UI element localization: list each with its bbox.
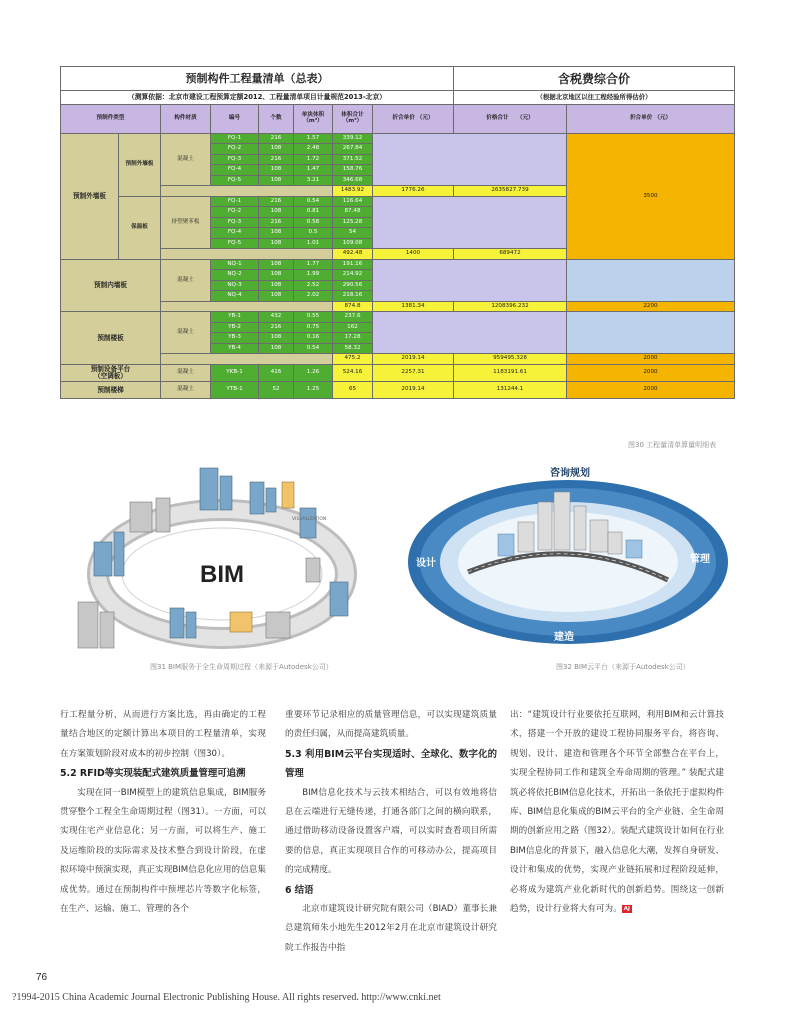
combined-unit-price: 2000 xyxy=(567,381,735,398)
category-floor-slab: 预制楼板 xyxy=(61,312,161,365)
table-cell: FQ-5 xyxy=(211,175,259,186)
paragraph: 实现在同一BIM模型上的建筑信息集成，BIM服务贯穿整个工程全生命周期过程（图31）。一方面，可以实现住宅产业信息化；另一方面，可以将生产、施工及运维阶段的实际需求及技术整合到设计阶段，在虚拟环境中预演实现，真正实现BIM信息化应用的信息集成优势。通过在预制构件中预埋芯片等数字化标签，在生产、运输、施工、管理的各个 xyxy=(60,787,266,915)
subtotal-cell: 874.8 xyxy=(333,301,373,312)
table-cell: 162 xyxy=(333,322,373,333)
table-cell: FQ-5 xyxy=(211,238,259,249)
table-cell: NQ-4 xyxy=(211,291,259,302)
table-cell: 0.54 xyxy=(294,196,333,207)
column-header: 预制件类型 xyxy=(61,105,161,134)
table-cell: 0.54 xyxy=(294,343,333,354)
table-cell: YB-4 xyxy=(211,343,259,354)
table-title: 预制构件工程量清单（总表） xyxy=(61,67,454,91)
combined-unit-price: 2000 xyxy=(567,364,735,381)
table-cell: 116.64 xyxy=(333,196,373,207)
table-cell: 0.5 xyxy=(294,228,333,239)
combined-unit-price: 2200 xyxy=(567,301,735,312)
table-cell: 108 xyxy=(259,343,294,354)
table-cell: 216 xyxy=(259,196,294,207)
table-cell: 1.25 xyxy=(294,381,333,398)
table-cell: 371.52 xyxy=(333,154,373,165)
paragraph-text: 出：“建筑设计行业要依托互联网，利用BIM和云计算技术，搭建一个开放的建设工程协同服务平台，将咨询、规划、设计、建造和管理各个环节全部整合在平台上，实现全程协同工作和建筑全寿命周期的管理。” 装配式建筑必将依托BIM信息化技术，开拓出一条依托于虚拟构件库、BIM信息化集成的BIM云平台的全产业链、全生命周期的创新应用之路（图32）。装配式建筑设计如何在行业BIM信息化的背景下，融入信息化大潮，发挥自身研发、设计和集成的优势，实现产业链拓展和过程阶段延伸，必将成为建筑产业化新时代的创新趋势。围绕这一创新趋势，设计行业将大有可为。 xyxy=(510,710,724,915)
subtotal-cell: 959495.328 xyxy=(454,354,567,365)
material-cell: 混凝土 xyxy=(161,312,211,354)
table-cell: 108 xyxy=(259,207,294,218)
table-cell: 109.08 xyxy=(333,238,373,249)
table-basis-note: （测算依据：北京市建设工程预算定额2012、工程量清单项目计量规范2013-北京） xyxy=(61,91,454,105)
section-heading-6: 6 结语 xyxy=(285,884,314,896)
text-column-2 xyxy=(285,706,497,958)
table-cell: NQ-2 xyxy=(211,270,259,281)
quantity-table-figure xyxy=(60,66,734,454)
text-column-3 xyxy=(510,706,724,919)
table-row xyxy=(61,91,735,105)
table-cell: FQ-2 xyxy=(211,144,259,155)
table-cell: 158.76 xyxy=(333,165,373,176)
empty-cell xyxy=(161,249,333,260)
empty-cell xyxy=(373,196,567,249)
table-cell: 0.55 xyxy=(294,312,333,323)
subtotal-cell: 1400 xyxy=(373,249,454,260)
table-row xyxy=(61,259,735,270)
table-cell: 17.28 xyxy=(333,333,373,344)
table-cell: 191.16 xyxy=(333,259,373,270)
table-cell: 267.84 xyxy=(333,144,373,155)
empty-cell xyxy=(161,354,333,365)
table-cell: 2.52 xyxy=(294,280,333,291)
table-cell: 218.16 xyxy=(333,291,373,302)
table-cell: 1.47 xyxy=(294,165,333,176)
table-cell: 216 xyxy=(259,322,294,333)
paragraph xyxy=(510,706,724,919)
subtotal-cell: 1776.26 xyxy=(373,186,454,197)
subtotal-cell: 475.2 xyxy=(333,354,373,365)
material-cell: 混凝土 xyxy=(161,364,211,381)
material-cell: 挤塑聚苯板 xyxy=(161,196,211,249)
subtotal-cell: 1208396.232 xyxy=(454,301,567,312)
table-cell: 1.26 xyxy=(294,364,333,381)
table-cell: FQ-2 xyxy=(211,207,259,218)
table-cell: FQ-4 xyxy=(211,165,259,176)
empty-cell xyxy=(567,312,735,354)
caption-fig30: 图30 工程量清单算量明细表 xyxy=(628,441,717,449)
paragraph: 行工程量分析，从而进行方案比选，再由确定的工程量结合地区的定额计算出本项目的工程量清单，实现在方案策划阶段对成本的初步控制（图30）。 xyxy=(60,710,266,759)
table-cell: 108 xyxy=(259,228,294,239)
table-cell: 237.6 xyxy=(333,312,373,323)
end-mark-logo: AJ xyxy=(623,905,630,912)
category-exterior-wall: 预制外墙板 xyxy=(61,133,119,259)
subtotal-cell: 524.16 xyxy=(333,364,373,381)
caption-fig32: 图32 BIM云平台（来源于Autodesk公司） xyxy=(556,663,690,671)
subtotal-cell: 689472 xyxy=(454,249,567,260)
category-equipment-platform: 预制设备平台 （空调板） xyxy=(61,364,161,381)
empty-cell: 3500 xyxy=(567,133,735,259)
table-cell: 416 xyxy=(259,364,294,381)
table-cell: 52 xyxy=(259,381,294,398)
table-cell: 432 xyxy=(259,312,294,323)
table-cell: 87.48 xyxy=(333,207,373,218)
cloud-label-construction: 建造 xyxy=(554,632,574,643)
table-row xyxy=(61,301,735,312)
table-basis-note-2: （根据北京地区以往工程经验所得估价） xyxy=(454,91,735,105)
paragraph: BIM信息化技术与云技术相结合，可以有效地将信息在云端进行无缝传递，打通各部门之间的横向联系，通过借助移动设备设置客户端，可以实时查看项目所需要的信息，真正实现项目合作的可移动办公，提高项目的完成精度。 xyxy=(285,787,497,876)
table-cell: 1.77 xyxy=(294,259,333,270)
column-header: 单块体积 （m³） xyxy=(294,105,333,134)
table-cell: 1.01 xyxy=(294,238,333,249)
subtotal-cell: 2019.14 xyxy=(373,354,454,365)
combined-unit-price: 2000 xyxy=(567,354,735,365)
cloud-label-design: 设计 xyxy=(416,558,436,569)
subtotal-cell: 2635827.739 xyxy=(454,186,567,197)
cloud-label-management: 管理 xyxy=(690,554,710,565)
section-heading-5-2: 5.2 RFID等实现装配式建筑质量管理可追溯 xyxy=(60,768,246,780)
subcategory-exterior-wall: 预制外墙板 xyxy=(119,133,161,196)
table-cell: FQ-1 xyxy=(211,196,259,207)
empty-cell xyxy=(161,301,333,312)
subtotal-cell: 1183191.61 xyxy=(454,364,567,381)
table-title-2: 含税费综合价 xyxy=(454,67,735,91)
table-cell: 339.12 xyxy=(333,133,373,144)
empty-cell xyxy=(567,259,735,301)
subtotal-cell: 2257.31 xyxy=(373,364,454,381)
table-row xyxy=(61,381,735,398)
empty-cell xyxy=(161,186,333,197)
table-row xyxy=(61,364,735,381)
table-cell: 108 xyxy=(259,175,294,186)
table-cell: YB-3 xyxy=(211,333,259,344)
table-cell: 54 xyxy=(333,228,373,239)
quantity-table xyxy=(60,66,735,399)
table-cell: 290.56 xyxy=(333,280,373,291)
table-row xyxy=(61,67,735,91)
table-cell: 108 xyxy=(259,165,294,176)
table-cell: 1.99 xyxy=(294,270,333,281)
table-cell: 108 xyxy=(259,238,294,249)
cloud-label-consulting: 咨询规划 xyxy=(550,468,590,479)
table-cell: 1.57 xyxy=(294,133,333,144)
table-row xyxy=(61,105,735,134)
text-column-1 xyxy=(60,706,266,919)
column-header: 折合单价 （元） xyxy=(373,105,454,134)
table-row xyxy=(61,133,735,144)
subtotal-cell: 1381.34 xyxy=(373,301,454,312)
table-cell: 1.72 xyxy=(294,154,333,165)
paragraph: 北京市建筑设计研究院有限公司（BIAD）董事长兼总建筑师朱小地先生2012年2月在北京市建筑设计研究院工作报告中指 xyxy=(285,904,497,953)
table-cell: NQ-3 xyxy=(211,280,259,291)
subtotal-cell: 492.48 xyxy=(333,249,373,260)
bim-center-label: BIM xyxy=(200,561,244,588)
table-cell: 58.32 xyxy=(333,343,373,354)
ring-label: VISUALIZATION xyxy=(292,517,327,522)
table-cell: 216 xyxy=(259,217,294,228)
bim-lifecycle-graphic xyxy=(70,462,382,662)
column-header: 编号 xyxy=(211,105,259,134)
table-cell: 108 xyxy=(259,144,294,155)
table-cell: FQ-3 xyxy=(211,154,259,165)
subtotal-cell: 65 xyxy=(333,381,373,398)
table-cell: 3.21 xyxy=(294,175,333,186)
subtotal-cell: 2019.14 xyxy=(373,381,454,398)
table-cell: 346.68 xyxy=(333,175,373,186)
column-header: 个数 xyxy=(259,105,294,134)
table-cell: 125.28 xyxy=(333,217,373,228)
table-cell: 108 xyxy=(259,291,294,302)
table-cell: 108 xyxy=(259,270,294,281)
table-cell: 2.02 xyxy=(294,291,333,302)
table-cell: 214.92 xyxy=(333,270,373,281)
table-row xyxy=(61,312,735,323)
table-cell: 0.16 xyxy=(294,333,333,344)
material-cell: 混凝土 xyxy=(161,381,211,398)
empty-cell xyxy=(373,312,567,354)
section-heading-5-3: 5.3 利用BIM云平台实现适时、全球化、数字化的管理 xyxy=(285,748,497,780)
table-cell: YB-2 xyxy=(211,322,259,333)
table-cell: YKB-1 xyxy=(211,364,259,381)
table-cell: 108 xyxy=(259,333,294,344)
copyright-footer: ?1994-2015 China Academic Journal Electronic Publishing House. All rights reserved. http://www.cnki.net xyxy=(12,992,441,1003)
table-cell: 2.48 xyxy=(294,144,333,155)
caption-fig31: 图31 BIM服务于全生命周期过程（来源于Autodesk公司） xyxy=(150,663,333,671)
column-header: 体积合计 （m³） xyxy=(333,105,373,134)
bim-cloud-platform-illustration xyxy=(398,462,728,662)
column-header: 构件材质 xyxy=(161,105,211,134)
paragraph: 重要环节记录相应的质量管理信息，可以实现建筑质量的责任归属，从而提高建筑质量。 xyxy=(285,710,497,740)
column-header: 折合单价 （元） xyxy=(567,105,735,134)
category-interior-wall: 预制内墙板 xyxy=(61,259,161,312)
table-cell: YTB-1 xyxy=(211,381,259,398)
page-number: 76 xyxy=(36,972,48,983)
subtotal-cell: 131244.1 xyxy=(454,381,567,398)
table-cell: 108 xyxy=(259,280,294,291)
category-stair: 预制楼梯 xyxy=(61,381,161,398)
bim-cloud-graphic xyxy=(398,462,728,662)
table-cell: FQ-1 xyxy=(211,133,259,144)
table-cell: 0.58 xyxy=(294,217,333,228)
bim-lifecycle-illustration xyxy=(70,462,382,662)
table-cell: 108 xyxy=(259,259,294,270)
table-cell: FQ-4 xyxy=(211,228,259,239)
material-cell: 混凝土 xyxy=(161,259,211,301)
table-cell: 0.75 xyxy=(294,322,333,333)
empty-cell xyxy=(373,133,567,186)
table-cell: FQ-3 xyxy=(211,217,259,228)
subcategory-insulation: 保温板 xyxy=(119,196,161,259)
empty-cell xyxy=(373,259,567,301)
column-header: 价格合计 （元） xyxy=(454,105,567,134)
table-cell: 216 xyxy=(259,133,294,144)
subtotal-cell: 1483.92 xyxy=(333,186,373,197)
table-cell: NQ-1 xyxy=(211,259,259,270)
table-cell: 0.81 xyxy=(294,207,333,218)
material-cell: 混凝土 xyxy=(161,133,211,186)
table-cell: YB-1 xyxy=(211,312,259,323)
table-row xyxy=(61,354,735,365)
table-cell: 216 xyxy=(259,154,294,165)
